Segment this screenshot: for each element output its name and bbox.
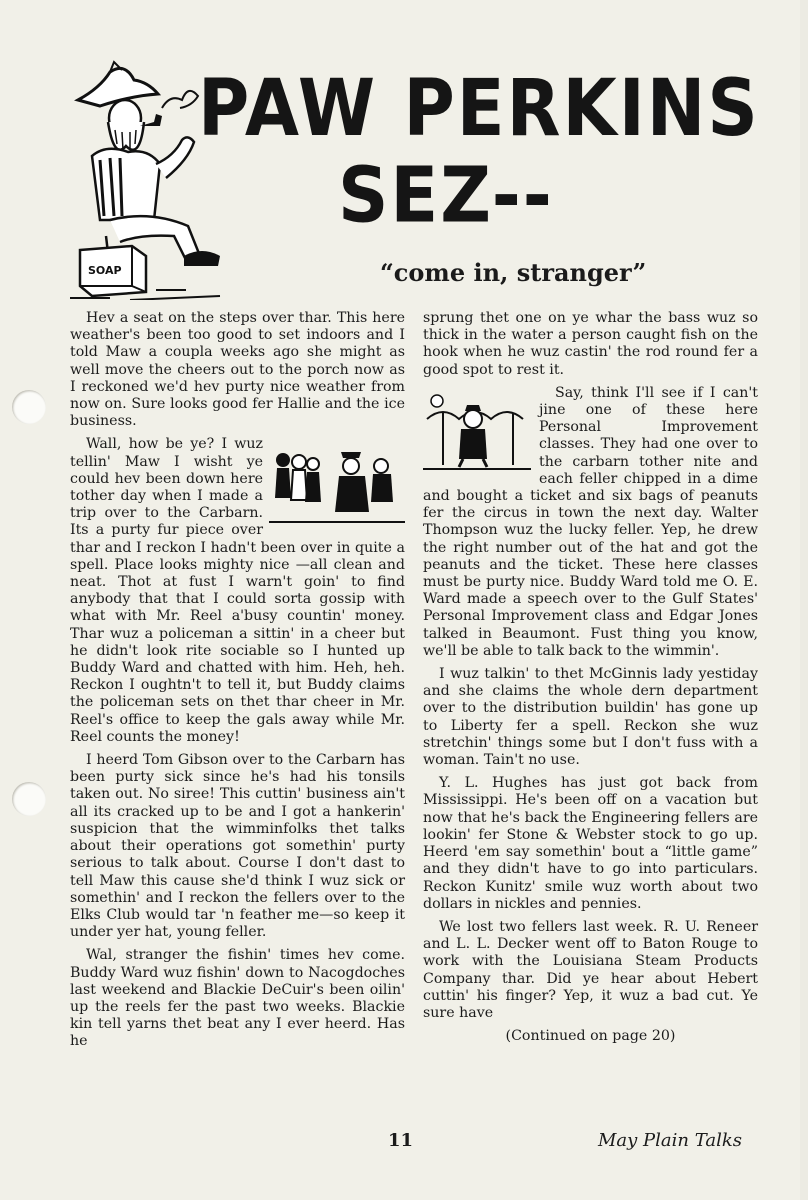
binder-hole	[12, 390, 46, 424]
headline-line-1: PAW PERKINS	[198, 62, 760, 154]
paragraph: We lost two fellers last week. R. U. Reneer and L. L. Decker went off to Baton Rouge to work with the Louisiana Steam Products Company thar. Did ye hear about Hebert cuttin' his finger? Yep, it wuz a bad cut. Ye sure have	[423, 918, 758, 1021]
binder-hole	[12, 782, 46, 816]
paragraph: sprung thet one on ye whar the bass wuz so thick in the water a person caught fish on the hook when he wuz castin' the rod round fer a good spot to rest it.	[423, 310, 758, 378]
continued-note: (Continued on page 20)	[505, 1028, 676, 1045]
headline-subtitle: “come in, stranger”	[380, 258, 647, 287]
circus-ticket-cartoon	[423, 389, 531, 471]
page-number: 11	[388, 1130, 414, 1151]
soap-box-label: SOAP	[88, 264, 122, 277]
paragraph: Y. L. Hughes has just got back from Mississippi. He's been off on a vacation but now that he's back the Engineering fellers are lookin' fer Stone & Webster stock to go up. Heerd 'em say somethin' bout a “little game” and they didn't have to go into particulars. Reckon Kunitz' smile wuz worth about two dollars in nickles and pennies.	[423, 775, 758, 912]
policeman-cartoon	[269, 442, 405, 526]
publication-name: May Plain Talks	[598, 1130, 742, 1151]
headline-line-2: SEZ--	[338, 150, 554, 241]
paragraph: I heerd Tom Gibson over to the Carbarn has been purty sick since he's had his tonsils taken out. No siree! This cuttin' business ain't all its cracked up to be and I got a hankerin' suspicion that the wimminfolks thet talks about their operations got somethin' purty serious to talk about. Course I don't dast to tell Maw this cause she'd think I wuz sick or somethin' and I reckon the fellers over to the Elks Club would tar 'n feather me—so keep it under yer hat, young feller.	[70, 752, 405, 941]
paragraph: Hev a seat on the steps over thar. This here weather's been too good to set indoors and I told Maw a coupla weeks ago she might as well move the cheers out to the porch now as I reckoned we'd hev purty nice weather from now on. Sure looks good fer Hallie and the ice business.	[70, 310, 405, 430]
right-column	[423, 310, 758, 1051]
paragraph: Wall, how be ye? I wuz tellin' Maw I wisht ye could hev been down here tother day when I made a trip over to the Carbarn. Its a purty fur piece over thar and I reckon I hadn't been over in quite a spell. Place looks mighty nice —all clean and neat. Thot at fust I warn't goin' to find anybody that that I could sorta gossip with what with Mr. Reel a'busy countin' money. Thar wuz a policeman a sittin' in a cheer but he didn't look rite sociable so I hunted up Buddy Ward and chatted with him. Heh, heh. Reckon I oughtn't to tell it, but Buddy claims the policeman sets on thet thar cheer in Mr. Reel's office to keep the gals away while Mr. Reel counts the money!	[70, 436, 405, 745]
paragraph: Say, think I'll see if I can't jine one of these here Personal Improvement classes. They had one over to the carbarn tother nite and each feller chipped in a dime and bought a ticket and six bags of peanuts fer the circus in town the next day. Walter Thompson wuz the lucky feller. Yep, he drew the right number out of the hat and got the peanuts and the ticket. These here classes must be purty nice. Buddy Ward told me O. E. Ward made a speech over to the Gulf States' Personal Improvement class and Edgar Jones talked in Beaumont. Fust thing you know, we'll be able to talk back to the wimmin'.	[423, 384, 758, 659]
paragraph: I wuz talkin' to thet McGinnis lady yestiday and she claims the whole dern department over to the distribution buildin' has gone up to Liberty fer a spell. Reckon she wuz stretchin' things some but I don't fuss with a woman. Tain't no use.	[423, 666, 758, 769]
left-column	[70, 310, 405, 1057]
paragraph: Wal, stranger the fishin' times hev come. Buddy Ward wuz fishin' down to Nacogdoches last weekend and Blackie DeCuir's been oilin' up the reels fer the past two weeks. Blackie kin tell yarns thet beat any I ever heerd. Has he	[70, 947, 405, 1050]
